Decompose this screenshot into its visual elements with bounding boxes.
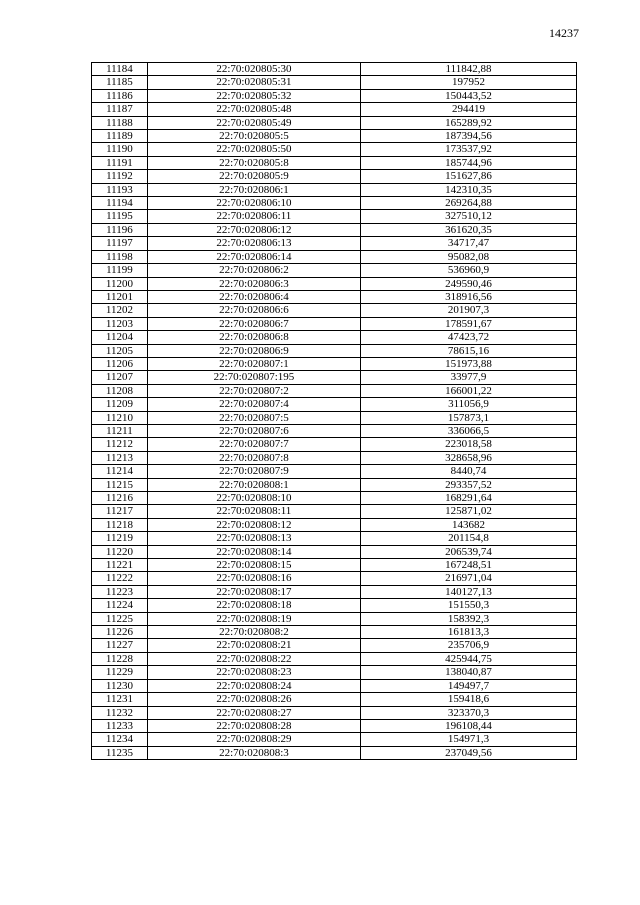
value-cell: 166001,22 (361, 384, 577, 397)
table-row (92, 156, 577, 169)
cadastral-number-cell: 22:70:020807:7 (147, 438, 360, 451)
table-row (92, 384, 577, 397)
row-number-cell: 11186 (92, 89, 148, 102)
row-number-cell: 11217 (92, 505, 148, 518)
table-row (92, 170, 577, 183)
value-cell: 196108,44 (361, 719, 577, 732)
value-cell: 223018,58 (361, 438, 577, 451)
row-number-cell: 11202 (92, 304, 148, 317)
table-row (92, 652, 577, 665)
value-cell: 167248,51 (361, 559, 577, 572)
value-cell: 33977,9 (361, 371, 577, 384)
value-cell: 157873,1 (361, 411, 577, 424)
value-cell: 95082,08 (361, 250, 577, 263)
row-number-cell: 11209 (92, 398, 148, 411)
row-number-cell: 11197 (92, 237, 148, 250)
cadastral-number-cell: 22:70:020806:9 (147, 344, 360, 357)
row-number-cell: 11227 (92, 639, 148, 652)
value-cell: 125871,02 (361, 505, 577, 518)
row-number-cell: 11196 (92, 223, 148, 236)
table-row (92, 639, 577, 652)
value-cell: 151627,86 (361, 170, 577, 183)
cadastral-number-cell: 22:70:020805:49 (147, 116, 360, 129)
value-cell: 142310,35 (361, 183, 577, 196)
table-row (92, 666, 577, 679)
cadastral-number-cell: 22:70:020808:27 (147, 706, 360, 719)
table-row (92, 183, 577, 196)
value-cell: 187394,56 (361, 130, 577, 143)
value-cell: 201154,8 (361, 532, 577, 545)
cadastral-number-cell: 22:70:020805:48 (147, 103, 360, 116)
table-row (92, 478, 577, 491)
table-row (92, 398, 577, 411)
value-cell: 151550,3 (361, 599, 577, 612)
cadastral-number-cell: 22:70:020808:18 (147, 599, 360, 612)
table-row (92, 317, 577, 330)
row-number-cell: 11185 (92, 76, 148, 89)
table-row (92, 116, 577, 129)
row-number-cell: 11218 (92, 518, 148, 531)
value-cell: 237049,56 (361, 746, 577, 759)
value-cell: 34717,47 (361, 237, 577, 250)
table-row (92, 290, 577, 303)
row-number-cell: 11220 (92, 545, 148, 558)
row-number-cell: 11213 (92, 451, 148, 464)
cadastral-number-cell: 22:70:020807:9 (147, 465, 360, 478)
value-cell: 197952 (361, 76, 577, 89)
row-number-cell: 11203 (92, 317, 148, 330)
row-number-cell: 11189 (92, 130, 148, 143)
table-row (92, 465, 577, 478)
row-number-cell: 11216 (92, 492, 148, 505)
cadastral-number-cell: 22:70:020808:19 (147, 612, 360, 625)
cadastral-number-cell: 22:70:020808:15 (147, 559, 360, 572)
table-row (92, 746, 577, 759)
value-cell: 159418,6 (361, 693, 577, 706)
cadastral-number-cell: 22:70:020805:30 (147, 63, 360, 76)
table-row (92, 344, 577, 357)
cadastral-number-cell: 22:70:020808:11 (147, 505, 360, 518)
row-number-cell: 11198 (92, 250, 148, 263)
value-cell: 536960,9 (361, 264, 577, 277)
value-cell: 143682 (361, 518, 577, 531)
page-number: 14237 (549, 26, 579, 40)
value-cell: 111842,88 (361, 63, 577, 76)
value-cell: 311056,9 (361, 398, 577, 411)
table-row (92, 197, 577, 210)
row-number-cell: 11192 (92, 170, 148, 183)
cadastral-number-cell: 22:70:020808:10 (147, 492, 360, 505)
cadastral-number-cell: 22:70:020806:10 (147, 197, 360, 210)
cadastral-value-table (91, 62, 577, 760)
row-number-cell: 11211 (92, 424, 148, 437)
table-row (92, 277, 577, 290)
cadastral-number-cell: 22:70:020807:8 (147, 451, 360, 464)
row-number-cell: 11204 (92, 331, 148, 344)
cadastral-number-cell: 22:70:020808:3 (147, 746, 360, 759)
row-number-cell: 11232 (92, 706, 148, 719)
table-row (92, 719, 577, 732)
row-number-cell: 11228 (92, 652, 148, 665)
value-cell: 158392,3 (361, 612, 577, 625)
row-number-cell: 11234 (92, 733, 148, 746)
cadastral-number-cell: 22:70:020805:31 (147, 76, 360, 89)
row-number-cell: 11190 (92, 143, 148, 156)
cadastral-number-cell: 22:70:020806:4 (147, 290, 360, 303)
value-cell: 294419 (361, 103, 577, 116)
cadastral-number-cell: 22:70:020806:2 (147, 264, 360, 277)
table-row (92, 76, 577, 89)
value-cell: 293357,52 (361, 478, 577, 491)
cadastral-number-cell: 22:70:020805:8 (147, 156, 360, 169)
value-cell: 216971,04 (361, 572, 577, 585)
table-row (92, 585, 577, 598)
table-row (92, 545, 577, 558)
cadastral-number-cell: 22:70:020808:23 (147, 666, 360, 679)
row-number-cell: 11193 (92, 183, 148, 196)
table-row (92, 693, 577, 706)
cadastral-number-cell: 22:70:020808:1 (147, 478, 360, 491)
table-row (92, 304, 577, 317)
cadastral-number-cell: 22:70:020808:26 (147, 693, 360, 706)
table-row (92, 559, 577, 572)
row-number-cell: 11208 (92, 384, 148, 397)
cadastral-number-cell: 22:70:020808:13 (147, 532, 360, 545)
cadastral-number-cell: 22:70:020806:11 (147, 210, 360, 223)
table-row (92, 143, 577, 156)
value-cell: 336066,5 (361, 424, 577, 437)
value-cell: 327510,12 (361, 210, 577, 223)
value-cell: 150443,52 (361, 89, 577, 102)
row-number-cell: 11200 (92, 277, 148, 290)
row-number-cell: 11214 (92, 465, 148, 478)
row-number-cell: 11201 (92, 290, 148, 303)
value-cell: 361620,35 (361, 223, 577, 236)
cadastral-number-cell: 22:70:020807:6 (147, 424, 360, 437)
cadastral-number-cell: 22:70:020808:12 (147, 518, 360, 531)
row-number-cell: 11184 (92, 63, 148, 76)
cadastral-number-cell: 22:70:020808:28 (147, 719, 360, 732)
value-cell: 185744,96 (361, 156, 577, 169)
table-body (92, 63, 577, 760)
cadastral-number-cell: 22:70:020806:14 (147, 250, 360, 263)
cadastral-number-cell: 22:70:020805:5 (147, 130, 360, 143)
table-row (92, 706, 577, 719)
table-row (92, 63, 577, 76)
cadastral-number-cell: 22:70:020806:13 (147, 237, 360, 250)
row-number-cell: 11205 (92, 344, 148, 357)
table-row (92, 612, 577, 625)
cadastral-number-cell: 22:70:020807:195 (147, 371, 360, 384)
cadastral-number-cell: 22:70:020807:2 (147, 384, 360, 397)
cadastral-number-cell: 22:70:020808:22 (147, 652, 360, 665)
cadastral-number-cell: 22:70:020807:4 (147, 398, 360, 411)
row-number-cell: 11225 (92, 612, 148, 625)
row-number-cell: 11226 (92, 626, 148, 639)
row-number-cell: 11210 (92, 411, 148, 424)
value-cell: 165289,92 (361, 116, 577, 129)
row-number-cell: 11191 (92, 156, 148, 169)
row-number-cell: 11219 (92, 532, 148, 545)
value-cell: 8440,74 (361, 465, 577, 478)
table-row (92, 237, 577, 250)
value-cell: 47423,72 (361, 331, 577, 344)
row-number-cell: 11215 (92, 478, 148, 491)
cadastral-number-cell: 22:70:020807:5 (147, 411, 360, 424)
row-number-cell: 11206 (92, 357, 148, 370)
row-number-cell: 11223 (92, 585, 148, 598)
value-cell: 323370,3 (361, 706, 577, 719)
value-cell: 328658,96 (361, 451, 577, 464)
table-row (92, 264, 577, 277)
row-number-cell: 11222 (92, 572, 148, 585)
cadastral-number-cell: 22:70:020807:1 (147, 357, 360, 370)
cadastral-number-cell: 22:70:020805:9 (147, 170, 360, 183)
cadastral-number-cell: 22:70:020808:2 (147, 626, 360, 639)
cadastral-number-cell: 22:70:020808:16 (147, 572, 360, 585)
row-number-cell: 11199 (92, 264, 148, 277)
value-cell: 78615,16 (361, 344, 577, 357)
value-cell: 138040,87 (361, 666, 577, 679)
table-row (92, 210, 577, 223)
value-cell: 173537,92 (361, 143, 577, 156)
table-row (92, 438, 577, 451)
table-row (92, 411, 577, 424)
cadastral-number-cell: 22:70:020806:12 (147, 223, 360, 236)
value-cell: 149497,7 (361, 679, 577, 692)
row-number-cell: 11187 (92, 103, 148, 116)
row-number-cell: 11188 (92, 116, 148, 129)
row-number-cell: 11224 (92, 599, 148, 612)
table-row (92, 599, 577, 612)
value-cell: 425944,75 (361, 652, 577, 665)
table-row (92, 424, 577, 437)
table-row (92, 357, 577, 370)
table-row (92, 492, 577, 505)
row-number-cell: 11229 (92, 666, 148, 679)
cadastral-number-cell: 22:70:020808:17 (147, 585, 360, 598)
value-cell: 151973,88 (361, 357, 577, 370)
table-row (92, 679, 577, 692)
table-row (92, 733, 577, 746)
table-row (92, 103, 577, 116)
table-row (92, 518, 577, 531)
row-number-cell: 11207 (92, 371, 148, 384)
row-number-cell: 11212 (92, 438, 148, 451)
cadastral-number-cell: 22:70:020805:50 (147, 143, 360, 156)
row-number-cell: 11195 (92, 210, 148, 223)
cadastral-number-cell: 22:70:020808:24 (147, 679, 360, 692)
cadastral-number-cell: 22:70:020808:14 (147, 545, 360, 558)
cadastral-number-cell: 22:70:020806:8 (147, 331, 360, 344)
row-number-cell: 11231 (92, 693, 148, 706)
table-row (92, 532, 577, 545)
value-cell: 249590,46 (361, 277, 577, 290)
row-number-cell: 11221 (92, 559, 148, 572)
row-number-cell: 11194 (92, 197, 148, 210)
table-row (92, 505, 577, 518)
cadastral-number-cell: 22:70:020806:6 (147, 304, 360, 317)
cadastral-number-cell: 22:70:020806:1 (147, 183, 360, 196)
table-row (92, 331, 577, 344)
table-row (92, 626, 577, 639)
row-number-cell: 11233 (92, 719, 148, 732)
cadastral-number-cell: 22:70:020805:32 (147, 89, 360, 102)
table-row (92, 250, 577, 263)
value-cell: 178591,67 (361, 317, 577, 330)
value-cell: 318916,56 (361, 290, 577, 303)
cadastral-number-cell: 22:70:020806:3 (147, 277, 360, 290)
value-cell: 269264,88 (361, 197, 577, 210)
row-number-cell: 11230 (92, 679, 148, 692)
row-number-cell: 11235 (92, 746, 148, 759)
table-row (92, 89, 577, 102)
value-cell: 201907,3 (361, 304, 577, 317)
cadastral-number-cell: 22:70:020806:7 (147, 317, 360, 330)
table-row (92, 451, 577, 464)
cadastral-number-cell: 22:70:020808:21 (147, 639, 360, 652)
value-cell: 206539,74 (361, 545, 577, 558)
cadastral-number-cell: 22:70:020808:29 (147, 733, 360, 746)
table-row (92, 130, 577, 143)
value-cell: 154971,3 (361, 733, 577, 746)
table-row (92, 223, 577, 236)
value-cell: 140127,13 (361, 585, 577, 598)
value-cell: 235706,9 (361, 639, 577, 652)
value-cell: 161813,3 (361, 626, 577, 639)
value-cell: 168291,64 (361, 492, 577, 505)
table-row (92, 371, 577, 384)
table-row (92, 572, 577, 585)
